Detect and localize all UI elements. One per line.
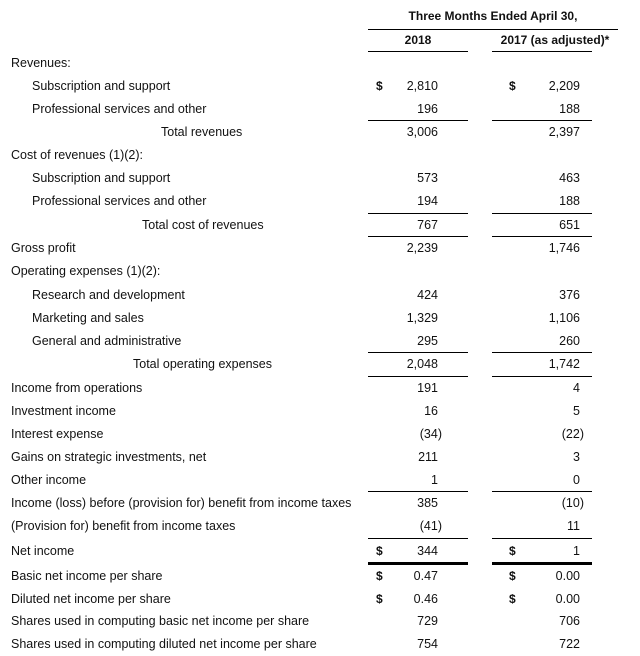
- dollar-sign: $: [376, 544, 383, 558]
- value-2017: 260: [559, 334, 580, 348]
- row-label: Marketing and sales: [32, 311, 144, 325]
- value-2017: 5: [573, 404, 580, 418]
- row-label: Investment income: [11, 404, 116, 418]
- table-row: [0, 121, 640, 144]
- value-2017: 0.00: [555, 592, 580, 606]
- value-2018: (41): [419, 519, 442, 533]
- row-label: Net income: [11, 544, 75, 558]
- value-2018: 385: [417, 496, 438, 510]
- period-header-rule: [368, 29, 618, 30]
- table-row: [0, 515, 640, 538]
- row-label: Shares used in computing basic net income per share: [11, 614, 310, 628]
- value-2018: 767: [417, 218, 438, 232]
- table-row: [0, 633, 640, 656]
- table-row: [0, 469, 640, 492]
- table-row: [0, 353, 640, 376]
- dollar-sign: $: [376, 569, 383, 583]
- value-2017: 651: [559, 218, 580, 232]
- table-row: [0, 540, 640, 563]
- table-row: [0, 330, 640, 353]
- table-row: [0, 492, 640, 515]
- table-row: [0, 377, 640, 400]
- row-label: Income from operations: [11, 381, 143, 395]
- row-label: Research and development: [32, 288, 185, 302]
- table-row: [0, 75, 640, 98]
- row-label: Interest expense: [11, 427, 104, 441]
- row-label: Revenues:: [11, 56, 71, 70]
- value-2017: 1,742: [548, 357, 580, 371]
- value-2017: 188: [559, 102, 580, 116]
- value-2017: 706: [559, 614, 580, 628]
- value-2018: 424: [417, 288, 438, 302]
- table-row: [0, 167, 640, 190]
- dollar-sign: $: [509, 569, 516, 583]
- row-label: Gains on strategic investments, net: [11, 450, 207, 464]
- value-2017: 4: [573, 381, 580, 395]
- row-label: Professional services and other: [32, 102, 207, 116]
- row-label: Total cost of revenues: [142, 218, 264, 232]
- row-label: Subscription and support: [32, 171, 171, 185]
- row-label: Total revenues: [161, 125, 243, 139]
- value-2018: 1: [431, 473, 438, 487]
- value-2018: 16: [424, 404, 438, 418]
- value-2018: 573: [417, 171, 438, 185]
- dollar-sign: $: [376, 79, 383, 93]
- table-row: [0, 144, 640, 167]
- value-2018: 0.47: [413, 569, 438, 583]
- value-2018: (34): [419, 427, 442, 441]
- row-label: Basic net income per share: [11, 569, 163, 583]
- value-2017: 722: [559, 637, 580, 651]
- row-label: (Provision for) benefit from income taxes: [11, 519, 236, 533]
- table-row: [0, 52, 640, 75]
- value-2017: 0: [573, 473, 580, 487]
- dollar-sign: $: [376, 592, 383, 606]
- value-2017: 3: [573, 450, 580, 464]
- value-2018: 191: [417, 381, 438, 395]
- value-2017: (22): [561, 427, 584, 441]
- value-2018: 3,006: [406, 125, 438, 139]
- row-label: Gross profit: [11, 241, 76, 255]
- table-row: [0, 446, 640, 469]
- table-row: [0, 400, 640, 423]
- table-row: [0, 307, 640, 330]
- row-label: General and administrative: [32, 334, 182, 348]
- table-row: [0, 588, 640, 611]
- value-2018: 0.46: [413, 592, 438, 606]
- row-label: Subscription and support: [32, 79, 171, 93]
- value-2017: (10): [561, 496, 584, 510]
- value-2017: 1: [573, 544, 580, 558]
- col-2017-header: 2017 (as adjusted)*: [500, 33, 610, 47]
- value-2018: 2,810: [406, 79, 438, 93]
- value-2018: 2,239: [406, 241, 438, 255]
- row-label: Other income: [11, 473, 87, 487]
- dollar-sign: $: [509, 592, 516, 606]
- dollar-sign: $: [509, 79, 516, 93]
- table-row: [0, 260, 640, 283]
- value-2018: 344: [417, 544, 438, 558]
- col-2018-header: 2018: [404, 33, 432, 47]
- value-2018: 196: [417, 102, 438, 116]
- value-2017: 2,397: [548, 125, 580, 139]
- value-2018: 729: [417, 614, 438, 628]
- value-2017: 1,106: [548, 311, 580, 325]
- value-2018: 295: [417, 334, 438, 348]
- value-2018: 194: [417, 194, 438, 208]
- row-label: Shares used in computing diluted net income per share: [11, 637, 317, 651]
- subtotal-rule: [492, 538, 592, 539]
- row-label: Cost of revenues (1)(2):: [11, 148, 143, 162]
- value-2017: 463: [559, 171, 580, 185]
- value-2017: 188: [559, 194, 580, 208]
- value-2017: 0.00: [555, 569, 580, 583]
- table-row: [0, 237, 640, 260]
- table-row: [0, 565, 640, 588]
- value-2018: 754: [417, 637, 438, 651]
- table-row: [0, 190, 640, 213]
- table-row: [0, 610, 640, 633]
- period-header: Three Months Ended April 30,: [408, 9, 578, 23]
- value-2017: 2,209: [548, 79, 580, 93]
- row-label: Operating expenses (1)(2):: [11, 264, 161, 278]
- row-label: Total operating expenses: [133, 357, 272, 371]
- row-label: Diluted net income per share: [11, 592, 171, 606]
- value-2017: 11: [567, 519, 580, 533]
- value-2018: 1,329: [406, 311, 438, 325]
- value-2018: 2,048: [406, 357, 438, 371]
- table-row: [0, 98, 640, 121]
- row-label: Professional services and other: [32, 194, 207, 208]
- value-2017: 1,746: [548, 241, 580, 255]
- dollar-sign: $: [509, 544, 516, 558]
- table-row: [0, 214, 640, 237]
- table-row: [0, 284, 640, 307]
- value-2018: 211: [418, 450, 438, 464]
- value-2017: 376: [559, 288, 580, 302]
- subtotal-rule: [368, 538, 468, 539]
- row-label: Income (loss) before (provision for) benefit from income taxes: [11, 496, 352, 510]
- table-row: [0, 423, 640, 446]
